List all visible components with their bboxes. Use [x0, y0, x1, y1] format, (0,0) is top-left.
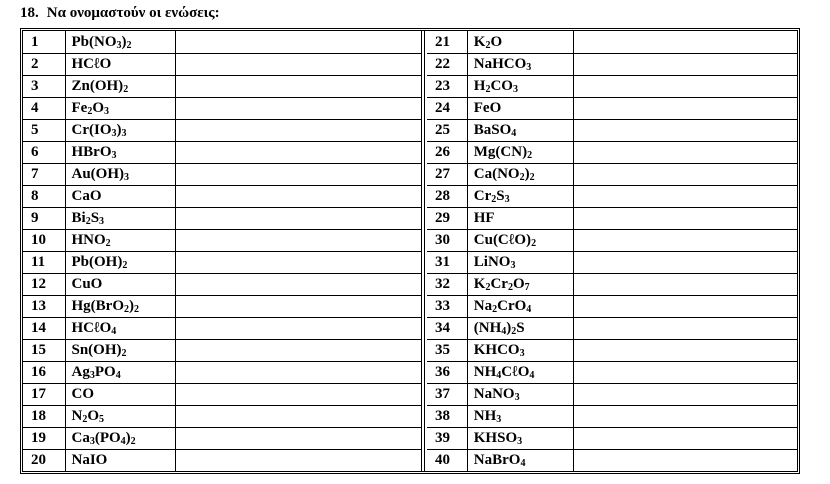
compound-number: 25: [427, 119, 467, 141]
compound-number: 9: [23, 207, 65, 229]
compound-formula: $Au(OH)_3$: [65, 163, 175, 185]
answer-cell[interactable]: [573, 273, 797, 295]
answer-cell[interactable]: [573, 97, 797, 119]
table-row: [427, 31, 797, 53]
compound-formula: $Ca_3(PO_4)_2$: [65, 427, 175, 449]
table-row: [23, 449, 421, 471]
compound-number: 33: [427, 295, 467, 317]
table-row: [23, 141, 421, 163]
compound-number: 8: [23, 185, 65, 207]
answer-cell[interactable]: [175, 383, 421, 405]
table-row: [23, 31, 421, 53]
table-row: [427, 163, 797, 185]
table-row: [427, 383, 797, 405]
compound-number: 3: [23, 75, 65, 97]
table-row: [427, 405, 797, 427]
table-row: [23, 207, 421, 229]
table-row: [23, 119, 421, 141]
compounds-table-right: [427, 31, 797, 471]
table-row: [23, 75, 421, 97]
compound-formula: NaIO: [65, 449, 175, 471]
compound-formula: $Ca(NO_2)_2$: [467, 163, 573, 185]
compound-formula: $Sn(OH)_2$: [65, 339, 175, 361]
compound-number: 28: [427, 185, 467, 207]
answer-cell[interactable]: [175, 229, 421, 251]
table-row: [427, 53, 797, 75]
compound-formula: LiNO$_3$: [467, 251, 573, 273]
table-row: [427, 75, 797, 97]
table-row: [427, 273, 797, 295]
compound-number: 1: [23, 31, 65, 53]
compound-formula: BaSO$_4$: [467, 119, 573, 141]
table-row: [23, 251, 421, 273]
table-row: [427, 97, 797, 119]
compound-formula: $Pb(OH)_2$: [65, 251, 175, 273]
compound-formula: HCℓO: [65, 53, 175, 75]
compound-formula: $NH_3$: [467, 405, 573, 427]
table-row: [23, 383, 421, 405]
answer-cell[interactable]: [175, 97, 421, 119]
compound-number: 23: [427, 75, 467, 97]
table-row: [427, 339, 797, 361]
compound-number: 27: [427, 163, 467, 185]
compound-formula: NaHCO$_3$: [467, 53, 573, 75]
answer-cell[interactable]: [573, 185, 797, 207]
compound-number: 20: [23, 449, 65, 471]
compound-formula: $Zn(OH)_2$: [65, 75, 175, 97]
table-row: [427, 119, 797, 141]
answer-cell[interactable]: [175, 53, 421, 75]
answer-cell[interactable]: [573, 75, 797, 97]
answer-cell[interactable]: [175, 31, 421, 53]
compound-number: 14: [23, 317, 65, 339]
compound-formula: $Bi_2S_3$: [65, 207, 175, 229]
compound-number: 16: [23, 361, 65, 383]
compound-formula: $Mg(CN)_2$: [467, 141, 573, 163]
table-row: [23, 273, 421, 295]
answer-cell[interactable]: [573, 295, 797, 317]
answer-cell[interactable]: [175, 163, 421, 185]
answer-cell[interactable]: [175, 207, 421, 229]
compound-number: 13: [23, 295, 65, 317]
compound-formula: HCℓO$_4$: [65, 317, 175, 339]
compound-formula: HF: [467, 207, 573, 229]
compound-number: 34: [427, 317, 467, 339]
compound-formula: $Hg(BrO_2)_2$: [65, 295, 175, 317]
compound-formula: CuO: [65, 273, 175, 295]
compound-number: 36: [427, 361, 467, 383]
table-row: [23, 427, 421, 449]
compound-formula: $Fe_2O_3$: [65, 97, 175, 119]
answer-cell[interactable]: [573, 383, 797, 405]
table-row: [23, 339, 421, 361]
table-row: [23, 317, 421, 339]
compound-formula: $Cu(C\ell O)_2$: [467, 229, 573, 251]
compound-number: 5: [23, 119, 65, 141]
compound-formula: NaNO$_3$: [467, 383, 573, 405]
compound-number: 4: [23, 97, 65, 119]
compound-number: 31: [427, 251, 467, 273]
compound-formula: $HNO_2$: [65, 229, 175, 251]
compound-number: 19: [23, 427, 65, 449]
compound-number: 17: [23, 383, 65, 405]
compound-formula: $Ag_3PO_4$: [65, 361, 175, 383]
table-row: [427, 207, 797, 229]
answer-cell[interactable]: [573, 427, 797, 449]
compound-number: 39: [427, 427, 467, 449]
compound-number: 21: [427, 31, 467, 53]
answer-cell[interactable]: [573, 31, 797, 53]
table-row: [427, 317, 797, 339]
table-row: [23, 97, 421, 119]
compound-formula: HBrO$_3$: [65, 141, 175, 163]
compound-number: 7: [23, 163, 65, 185]
compound-formula: $Na_2CrO_4$: [467, 295, 573, 317]
answer-cell[interactable]: [573, 119, 797, 141]
compound-formula: $Cr(IO_3)_3$: [65, 119, 175, 141]
table-row: [23, 163, 421, 185]
compound-number: 22: [427, 53, 467, 75]
answer-cell[interactable]: [573, 361, 797, 383]
answer-cell[interactable]: [175, 427, 421, 449]
compound-formula: $(NH_4)_2S$: [467, 317, 573, 339]
compounds-table: [20, 28, 800, 474]
compound-number: 35: [427, 339, 467, 361]
answer-cell[interactable]: [175, 361, 421, 383]
table-row: [427, 141, 797, 163]
answer-cell[interactable]: [573, 339, 797, 361]
table-row: [23, 405, 421, 427]
compound-number: 29: [427, 207, 467, 229]
answer-cell[interactable]: [573, 207, 797, 229]
exercise-prompt: Να ονομαστούν οι ενώσεις:: [46, 5, 220, 21]
answer-cell[interactable]: [175, 339, 421, 361]
compound-number: 2: [23, 53, 65, 75]
table-row: [23, 295, 421, 317]
answer-cell[interactable]: [175, 449, 421, 471]
compound-formula: $KHSO_3$: [467, 427, 573, 449]
compound-number: 40: [427, 449, 467, 471]
table-row: [427, 229, 797, 251]
compound-formula: $K_2Cr_2O_7$: [467, 273, 573, 295]
left-body: [23, 31, 421, 471]
table-row: [23, 229, 421, 251]
compound-number: 6: [23, 141, 65, 163]
table-row: [427, 449, 797, 471]
column-divider: [421, 31, 425, 471]
compound-number: 18: [23, 405, 65, 427]
compound-formula: NaBrO$_4$: [467, 449, 573, 471]
compound-number: 37: [427, 383, 467, 405]
table-row: [23, 185, 421, 207]
compound-formula: $N_2O_5$: [65, 405, 175, 427]
compound-formula: $KHCO_3$: [467, 339, 573, 361]
table-row: [23, 361, 421, 383]
table-row: [427, 427, 797, 449]
answer-cell[interactable]: [573, 229, 797, 251]
answer-cell[interactable]: [573, 163, 797, 185]
table-row: [23, 53, 421, 75]
answer-cell[interactable]: [175, 141, 421, 163]
answer-cell[interactable]: [573, 251, 797, 273]
answer-cell[interactable]: [175, 273, 421, 295]
compounds-table-left: [23, 31, 421, 471]
answer-cell[interactable]: [175, 317, 421, 339]
answer-cell[interactable]: [175, 251, 421, 273]
compound-number: 38: [427, 405, 467, 427]
table-row: [427, 185, 797, 207]
answer-cell[interactable]: [175, 185, 421, 207]
compound-number: 10: [23, 229, 65, 251]
compound-formula: $H_2CO_3$: [467, 75, 573, 97]
compound-formula: CaO: [65, 185, 175, 207]
compound-number: 26: [427, 141, 467, 163]
right-body: [427, 31, 797, 471]
compound-formula: CO: [65, 383, 175, 405]
table-row: [427, 361, 797, 383]
answer-cell[interactable]: [175, 119, 421, 141]
answer-cell[interactable]: [175, 295, 421, 317]
compound-formula: $K_2O$: [467, 31, 573, 53]
compound-formula: $Pb(NO_3)_2$: [65, 31, 175, 53]
answer-cell[interactable]: [573, 449, 797, 471]
compound-number: 11: [23, 251, 65, 273]
compound-number: 30: [427, 229, 467, 251]
answer-cell[interactable]: [573, 53, 797, 75]
answer-cell[interactable]: [175, 75, 421, 97]
answer-cell[interactable]: [573, 405, 797, 427]
exercise-number: 18.: [20, 5, 39, 21]
answer-cell[interactable]: [573, 141, 797, 163]
compound-number: 24: [427, 97, 467, 119]
compound-formula: $NH_4C\ell O_4$: [467, 361, 573, 383]
compound-number: 12: [23, 273, 65, 295]
compound-number: 15: [23, 339, 65, 361]
answer-cell[interactable]: [573, 317, 797, 339]
answer-cell[interactable]: [175, 405, 421, 427]
table-row: [427, 251, 797, 273]
table-row: [427, 295, 797, 317]
exercise-heading: [20, 2, 220, 24]
compound-formula: FeO: [467, 97, 573, 119]
compound-number: 32: [427, 273, 467, 295]
compound-formula: $Cr_2S_3$: [467, 185, 573, 207]
